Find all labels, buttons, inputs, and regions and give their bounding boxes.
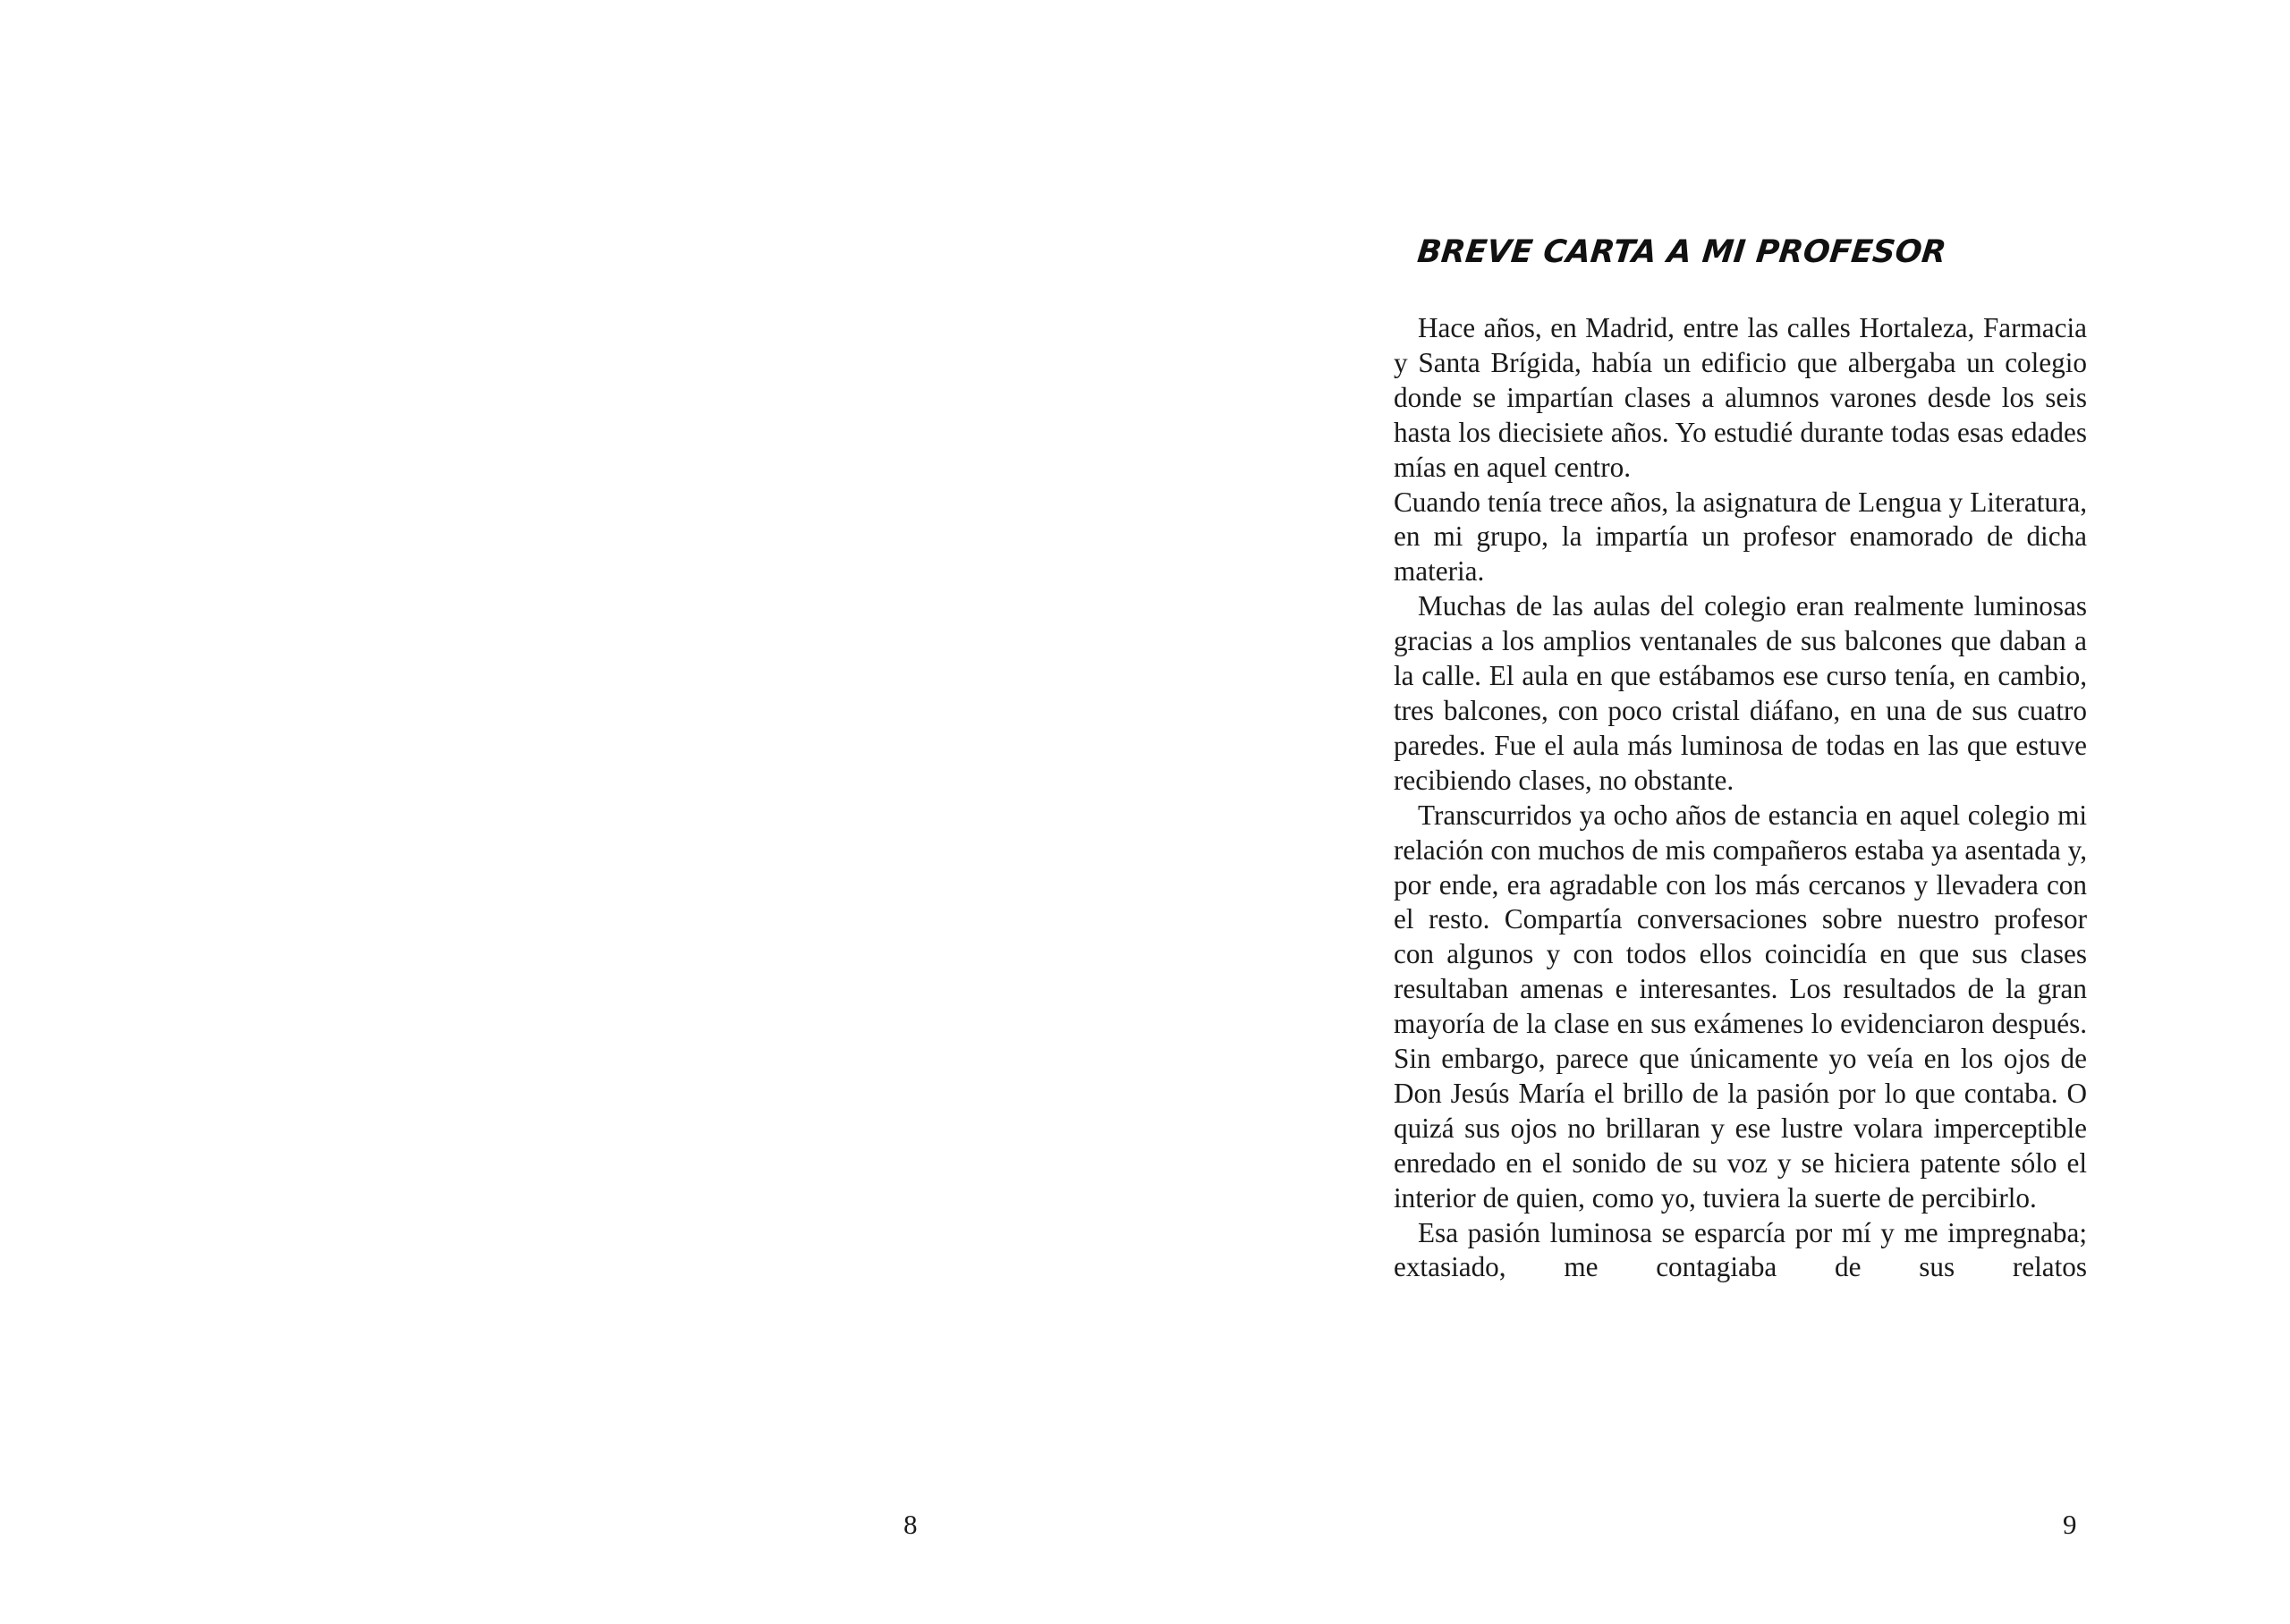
chapter-title: BREVE CARTA A MI PROFESOR [1415,234,1948,270]
left-page-number: 8 [903,1509,918,1540]
paragraph-1: Hace años, en Madrid, entre las calles Hortaleza, Farmacia y Santa Brígida, había un edificio que albergaba un colegio donde se impartían clases a alumnos varones desde los seis hasta los diecisiete años. Yo estudié durante todas esas edades mías en aquel centro. [1394,312,2087,483]
right-page-number: 9 [2063,1509,2077,1540]
right-page [1145,0,2290,1624]
paragraph-2: Cuando tenía trece años, la asignatura de Lengua y Literatura, en mi grupo, la impartía un profesor enamorado de dicha materia. [1394,486,2087,588]
paragraph-5: Esa pasión luminosa se esparcía por mí y me impregnaba; extasiado, me contagiaba de sus relatos [1394,1216,2087,1283]
body-text [1394,311,2087,1285]
paragraph-4: Transcurridos ya ocho años de estancia en aquel colegio mi relación con muchos de mis compañeros estaba ya asentada y, por ende, era agradable con los más cercanos y llevadera con el resto. Compartía conversaciones sobre nuestro profesor con algunos y con todos ellos coincidía en que sus clases resultaban amenas e interesantes. Los resultados de la gran mayoría de la clase en sus exámenes lo evidenciaron después. Sin embargo, parece que únicamente yo veía en los ojos de Don Jesús María el brillo de la pasión por lo que contaba. O quizá sus ojos no brillaran y ese lustre volara imperceptible enredado en el sonido de su voz y se hiciera patente sólo el interior de quien, como yo, tuviera la suerte de percibirlo. [1394,799,2087,1214]
paragraph-3: Muchas de las aulas del colegio eran realmente luminosas gracias a los amplios ventanales de sus balcones que daban a la calle. El aula en que estábamos ese curso tenía, en cambio, tres balcones, con poco cristal diáfano, en una de sus cuatro paredes. Fue el aula más luminosa de todas en las que estuve recibiendo clases, no obstante. [1394,590,2087,796]
